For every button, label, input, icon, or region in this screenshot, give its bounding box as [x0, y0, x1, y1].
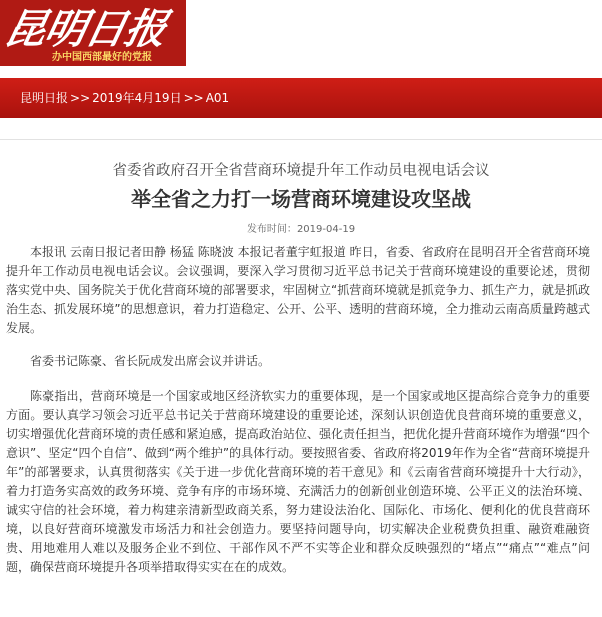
article-subtitle: 省委省政府召开全省营商环境提升年工作动员电视电话会议 [112, 163, 490, 179]
article-paragraph: 陈豪指出，营商环境是一个国家或地区经济软实力的重要体现，是一个国家或地区提高综合竞争力的重要方面。要认真学习领会习近平总书记关于营商环境建设的重要论述，深刻认识创造优良营商环境的重要意义，切实增强优化营商环境的责任感和紧迫感，提高政治站位、强化责任担当，把优化提升营商环境作为增强“四个意识”、坚定“四个自信”、做到“两个维护”的具体行动。要按照省委、省政府将2019年作为全省“营商环境提升年”的部署要求，认真贯彻落实《关于进一步优化营商环境的若干意见》和《云南省营商环境提升十大行动》，着力打造务实高效的政务环境、竞争有序的市场环境、充满活力的创新创业创造环境、公平正义的法治环境、诚实守信的社会环境，着力构建亲清新型政商关系，努力建设法治化、国际化、市场化、便利化的优良营商环境，以良好营商环境激发市场活力和社会创造力。要坚持问题导向，切实解决企业税费负担重、融资难融资贵、用地难用人难以及服务企业不到位、干部作风不严不实等企业和群众反映强烈的“堵点”“痛点”“难点”问题，确保营商环境提升各项举措取得实实在在的成效。 [6, 389, 590, 574]
logo-slogan: 办中国西部最好的党报 [52, 52, 152, 63]
publish-date [0, 220, 602, 235]
masthead [0, 0, 602, 68]
publish-date-value: 2019-04-19 [296, 224, 356, 235]
publish-date-label: 发布时间： [246, 224, 297, 235]
article-body [6, 243, 590, 595]
breadcrumb-bar [0, 78, 602, 118]
breadcrumb [20, 78, 229, 118]
breadcrumb-separator: >> [70, 91, 91, 105]
newspaper-logo[interactable] [0, 0, 186, 66]
article-paragraph: 省委书记陈豪、省长阮成发出席会议并讲话。 [30, 354, 271, 368]
article-paragraph: 本报讯 云南日报记者田静 杨猛 陈晓波 本报记者董宇虹报道 昨日，省委、省政府在昆明召开全省营商环境提升年工作动员电视电话会议。会议强调，要深入学习贯彻习近平总书记关于营商环境建设的重要论述，贯彻落实党中央、国务院关于优化营商环境的部署要求，牢固树立“抓营商环境就是抓竞争力、抓生产力，就是抓政治生态、抓发展环境”的思想意识，着力打造稳定、公开、公平、透明的营商环境，全力推动云南高质量跨越式发展。 [6, 245, 590, 335]
logo-text: 昆明日报 [0, 5, 171, 53]
breadcrumb-item-date[interactable]: 2019年4月19日 [92, 91, 182, 105]
breadcrumb-item-paper[interactable]: 昆明日报 [20, 91, 69, 105]
breadcrumb-separator: >> [183, 91, 204, 105]
article-title: 举全省之力打一场营商环境建设攻坚战 [131, 187, 471, 211]
breadcrumb-item-page[interactable]: A01 [205, 91, 230, 105]
divider [0, 139, 602, 140]
